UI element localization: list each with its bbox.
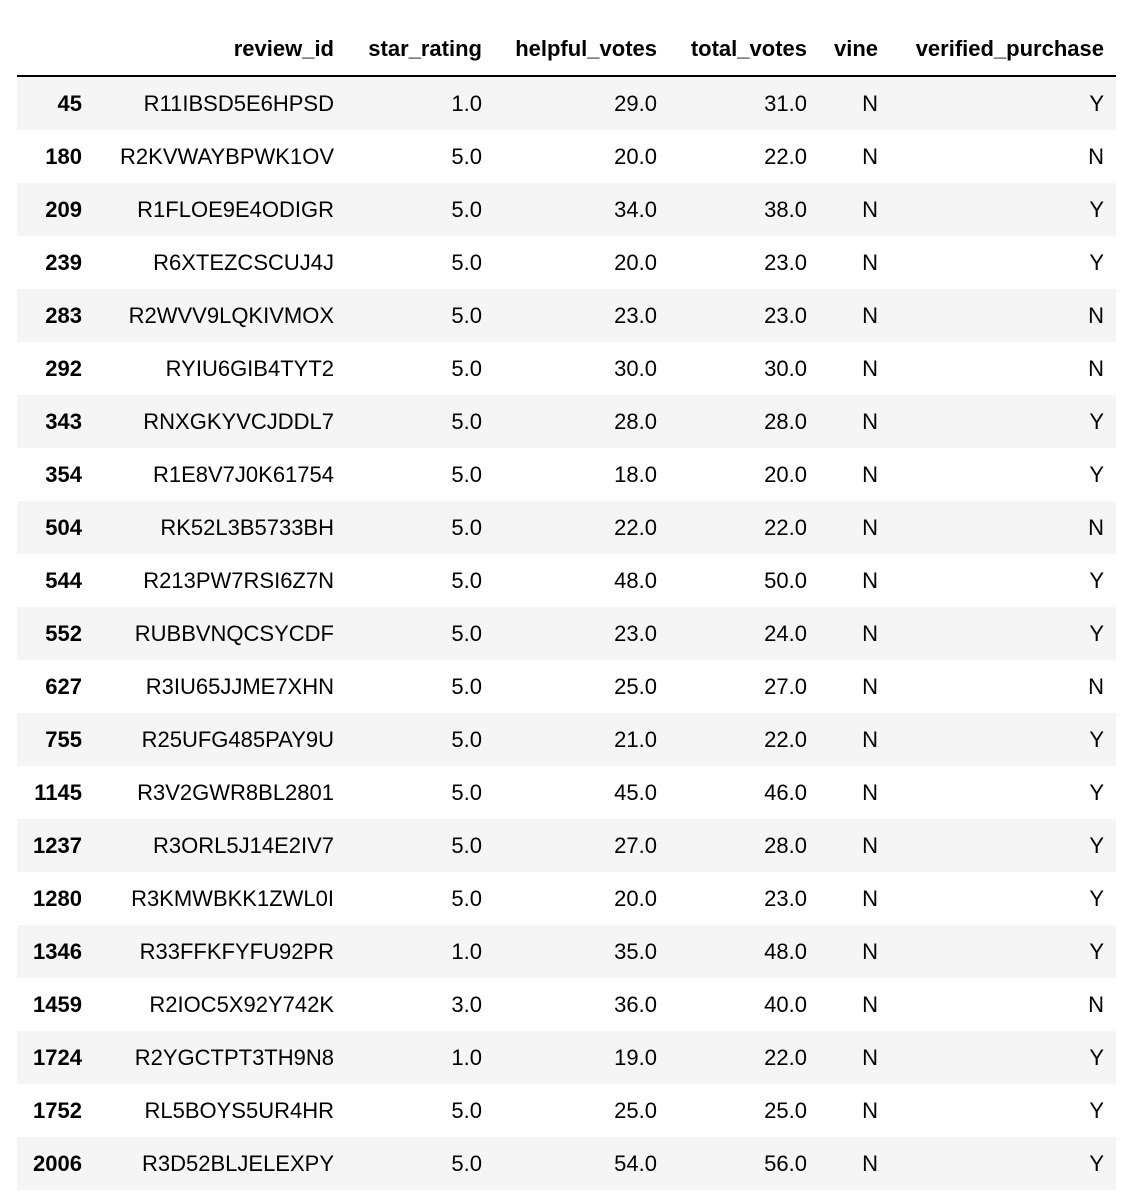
cell-helpful-votes: 45.0 bbox=[614, 779, 657, 805]
cell-review-id: R6XTEZCSCUJ4J bbox=[153, 249, 334, 275]
cell-star-rating: 5.0 bbox=[451, 514, 482, 540]
cell-verified-purchase: Y bbox=[1089, 567, 1104, 593]
cell-verified-purchase: Y bbox=[1089, 726, 1104, 752]
cell-vine: N bbox=[862, 991, 878, 1017]
cell-star-rating: 5.0 bbox=[451, 143, 482, 169]
cell-review-id: RUBBVNQCSYCDF bbox=[134, 620, 334, 646]
table-row bbox=[17, 76, 1116, 130]
cell-total-votes: 23.0 bbox=[764, 249, 807, 275]
header-review-id: review_id bbox=[94, 22, 346, 76]
row-index: 209 bbox=[45, 196, 82, 222]
row-index: 755 bbox=[45, 726, 82, 752]
cell-total-votes: 38.0 bbox=[764, 196, 807, 222]
row-index: 552 bbox=[45, 620, 82, 646]
cell-vine: N bbox=[862, 143, 878, 169]
table-row bbox=[17, 766, 1116, 819]
cell-verified-purchase: Y bbox=[1089, 1150, 1104, 1176]
cell-verified-purchase: Y bbox=[1089, 1097, 1104, 1123]
cell-total-votes: 28.0 bbox=[764, 408, 807, 434]
cell-vine: N bbox=[862, 461, 878, 487]
cell-review-id: R2YGCTPT3TH9N8 bbox=[134, 1044, 334, 1070]
table-header bbox=[17, 22, 1116, 76]
cell-total-votes: 23.0 bbox=[764, 302, 807, 328]
cell-verified-purchase: Y bbox=[1089, 779, 1104, 805]
cell-vine: N bbox=[862, 1044, 878, 1070]
cell-star-rating: 5.0 bbox=[451, 673, 482, 699]
cell-helpful-votes: 25.0 bbox=[614, 1097, 657, 1123]
table-row bbox=[17, 342, 1116, 395]
cell-total-votes: 27.0 bbox=[764, 673, 807, 699]
cell-star-rating: 5.0 bbox=[451, 1097, 482, 1123]
table-row bbox=[17, 607, 1116, 660]
cell-star-rating: 5.0 bbox=[451, 196, 482, 222]
cell-total-votes: 46.0 bbox=[764, 779, 807, 805]
row-index: 283 bbox=[45, 302, 82, 328]
table-row bbox=[17, 236, 1116, 289]
cell-review-id: R3KMWBKK1ZWL0I bbox=[131, 885, 334, 911]
table-row bbox=[17, 289, 1116, 342]
cell-verified-purchase: Y bbox=[1089, 620, 1104, 646]
cell-review-id: R1FLOE9E4ODIGR bbox=[137, 196, 334, 222]
cell-star-rating: 3.0 bbox=[451, 991, 482, 1017]
cell-helpful-votes: 34.0 bbox=[614, 196, 657, 222]
cell-star-rating: 5.0 bbox=[451, 249, 482, 275]
cell-helpful-votes: 23.0 bbox=[614, 302, 657, 328]
cell-review-id: RL5BOYS5UR4HR bbox=[144, 1097, 334, 1123]
cell-verified-purchase: Y bbox=[1089, 90, 1104, 116]
row-index: 1724 bbox=[33, 1044, 82, 1070]
cell-helpful-votes: 35.0 bbox=[614, 938, 657, 964]
cell-helpful-votes: 29.0 bbox=[614, 90, 657, 116]
cell-total-votes: 22.0 bbox=[764, 143, 807, 169]
cell-total-votes: 22.0 bbox=[764, 726, 807, 752]
cell-verified-purchase: Y bbox=[1089, 885, 1104, 911]
cell-helpful-votes: 27.0 bbox=[614, 832, 657, 858]
cell-helpful-votes: 20.0 bbox=[614, 143, 657, 169]
header-row bbox=[17, 22, 1116, 76]
cell-helpful-votes: 28.0 bbox=[614, 408, 657, 434]
table-row bbox=[17, 1031, 1116, 1084]
dataframe-table bbox=[17, 22, 1116, 1190]
cell-total-votes: 22.0 bbox=[764, 514, 807, 540]
table-row bbox=[17, 395, 1116, 448]
row-index: 1346 bbox=[33, 938, 82, 964]
cell-star-rating: 1.0 bbox=[451, 938, 482, 964]
cell-helpful-votes: 22.0 bbox=[614, 514, 657, 540]
cell-vine: N bbox=[862, 673, 878, 699]
cell-vine: N bbox=[862, 196, 878, 222]
table-row bbox=[17, 978, 1116, 1031]
table-row bbox=[17, 660, 1116, 713]
cell-verified-purchase: Y bbox=[1089, 249, 1104, 275]
row-index: 1752 bbox=[33, 1097, 82, 1123]
cell-verified-purchase: N bbox=[1088, 355, 1104, 381]
cell-total-votes: 50.0 bbox=[764, 567, 807, 593]
table-row bbox=[17, 183, 1116, 236]
cell-helpful-votes: 36.0 bbox=[614, 991, 657, 1017]
table-body bbox=[17, 76, 1116, 1190]
cell-vine: N bbox=[862, 355, 878, 381]
row-index: 1280 bbox=[33, 885, 82, 911]
cell-star-rating: 5.0 bbox=[451, 832, 482, 858]
header-verified-purchase: verified_purchase bbox=[890, 22, 1116, 76]
cell-total-votes: 23.0 bbox=[764, 885, 807, 911]
cell-vine: N bbox=[862, 779, 878, 805]
cell-vine: N bbox=[862, 249, 878, 275]
cell-verified-purchase: Y bbox=[1089, 461, 1104, 487]
dataframe-container bbox=[17, 22, 1116, 1190]
cell-verified-purchase: N bbox=[1088, 514, 1104, 540]
row-index: 180 bbox=[45, 143, 82, 169]
cell-total-votes: 28.0 bbox=[764, 832, 807, 858]
row-index: 504 bbox=[45, 514, 82, 540]
cell-verified-purchase: Y bbox=[1089, 938, 1104, 964]
table-row bbox=[17, 1084, 1116, 1137]
cell-vine: N bbox=[862, 620, 878, 646]
cell-star-rating: 5.0 bbox=[451, 461, 482, 487]
cell-vine: N bbox=[862, 938, 878, 964]
cell-verified-purchase: N bbox=[1088, 143, 1104, 169]
cell-verified-purchase: Y bbox=[1089, 832, 1104, 858]
cell-star-rating: 5.0 bbox=[451, 1150, 482, 1176]
cell-review-id: R3IU65JJME7XHN bbox=[145, 673, 334, 699]
table-row bbox=[17, 554, 1116, 607]
cell-review-id: RK52L3B5733BH bbox=[160, 514, 334, 540]
cell-helpful-votes: 54.0 bbox=[614, 1150, 657, 1176]
cell-star-rating: 5.0 bbox=[451, 885, 482, 911]
cell-vine: N bbox=[862, 1097, 878, 1123]
row-index: 2006 bbox=[33, 1150, 82, 1176]
cell-review-id: RYIU6GIB4TYT2 bbox=[165, 355, 334, 381]
cell-vine: N bbox=[862, 885, 878, 911]
cell-helpful-votes: 30.0 bbox=[614, 355, 657, 381]
cell-total-votes: 48.0 bbox=[764, 938, 807, 964]
row-index: 343 bbox=[45, 408, 82, 434]
cell-star-rating: 5.0 bbox=[451, 302, 482, 328]
cell-review-id: R33FFKFYFU92PR bbox=[139, 938, 334, 964]
table-row bbox=[17, 448, 1116, 501]
header-star-rating: star_rating bbox=[346, 22, 494, 76]
cell-helpful-votes: 25.0 bbox=[614, 673, 657, 699]
table-row bbox=[17, 872, 1116, 925]
row-index: 1459 bbox=[33, 991, 82, 1017]
cell-vine: N bbox=[862, 302, 878, 328]
cell-vine: N bbox=[862, 1150, 878, 1176]
cell-verified-purchase: Y bbox=[1089, 408, 1104, 434]
table-row bbox=[17, 925, 1116, 978]
cell-vine: N bbox=[862, 832, 878, 858]
header-vine: vine bbox=[819, 22, 890, 76]
cell-vine: N bbox=[862, 90, 878, 116]
table-row bbox=[17, 713, 1116, 766]
row-index: 45 bbox=[57, 90, 82, 116]
cell-verified-purchase: N bbox=[1088, 991, 1104, 1017]
header-total-votes: total_votes bbox=[669, 22, 819, 76]
cell-total-votes: 56.0 bbox=[764, 1150, 807, 1176]
table-row bbox=[17, 819, 1116, 872]
cell-helpful-votes: 20.0 bbox=[614, 249, 657, 275]
cell-review-id: R213PW7RSI6Z7N bbox=[143, 567, 334, 593]
cell-vine: N bbox=[862, 726, 878, 752]
cell-review-id: R2KVWAYBPWK1OV bbox=[120, 143, 334, 169]
cell-helpful-votes: 18.0 bbox=[614, 461, 657, 487]
row-index: 1237 bbox=[33, 832, 82, 858]
cell-star-rating: 5.0 bbox=[451, 408, 482, 434]
cell-review-id: RNXGKYVCJDDL7 bbox=[143, 408, 334, 434]
cell-total-votes: 30.0 bbox=[764, 355, 807, 381]
cell-helpful-votes: 48.0 bbox=[614, 567, 657, 593]
cell-total-votes: 22.0 bbox=[764, 1044, 807, 1070]
cell-review-id: R2IOC5X92Y742K bbox=[149, 991, 334, 1017]
cell-total-votes: 31.0 bbox=[764, 90, 807, 116]
cell-verified-purchase: N bbox=[1088, 302, 1104, 328]
cell-review-id: R3ORL5J14E2IV7 bbox=[153, 832, 334, 858]
row-index: 1145 bbox=[34, 779, 82, 805]
cell-review-id: R2WVV9LQKIVMOX bbox=[128, 302, 334, 328]
row-index: 354 bbox=[45, 461, 82, 487]
table-row bbox=[17, 501, 1116, 554]
cell-star-rating: 5.0 bbox=[451, 620, 482, 646]
row-index: 292 bbox=[45, 355, 82, 381]
cell-helpful-votes: 19.0 bbox=[614, 1044, 657, 1070]
cell-review-id: R3D52BLJELEXPY bbox=[142, 1150, 334, 1176]
cell-review-id: R1E8V7J0K61754 bbox=[152, 461, 334, 487]
row-index: 627 bbox=[45, 673, 82, 699]
cell-star-rating: 5.0 bbox=[451, 567, 482, 593]
cell-star-rating: 1.0 bbox=[451, 90, 482, 116]
cell-star-rating: 5.0 bbox=[451, 779, 482, 805]
cell-star-rating: 5.0 bbox=[451, 726, 482, 752]
table-row bbox=[17, 1137, 1116, 1190]
row-index: 239 bbox=[45, 249, 82, 275]
cell-helpful-votes: 23.0 bbox=[614, 620, 657, 646]
header-helpful-votes: helpful_votes bbox=[494, 22, 669, 76]
cell-verified-purchase: Y bbox=[1089, 196, 1104, 222]
cell-verified-purchase: N bbox=[1088, 673, 1104, 699]
header-index bbox=[17, 22, 94, 76]
cell-review-id: R3V2GWR8BL2801 bbox=[137, 779, 334, 805]
cell-star-rating: 1.0 bbox=[451, 1044, 482, 1070]
cell-review-id: R25UFG485PAY9U bbox=[141, 726, 334, 752]
cell-helpful-votes: 21.0 bbox=[614, 726, 657, 752]
table-row bbox=[17, 130, 1116, 183]
cell-vine: N bbox=[862, 514, 878, 540]
cell-total-votes: 24.0 bbox=[764, 620, 807, 646]
row-index: 544 bbox=[45, 567, 82, 593]
cell-total-votes: 40.0 bbox=[764, 991, 807, 1017]
cell-verified-purchase: Y bbox=[1089, 1044, 1104, 1070]
cell-helpful-votes: 20.0 bbox=[614, 885, 657, 911]
cell-total-votes: 20.0 bbox=[764, 461, 807, 487]
cell-total-votes: 25.0 bbox=[764, 1097, 807, 1123]
cell-star-rating: 5.0 bbox=[451, 355, 482, 381]
cell-review-id: R11IBSD5E6HPSD bbox=[143, 90, 334, 116]
cell-vine: N bbox=[862, 408, 878, 434]
cell-vine: N bbox=[862, 567, 878, 593]
